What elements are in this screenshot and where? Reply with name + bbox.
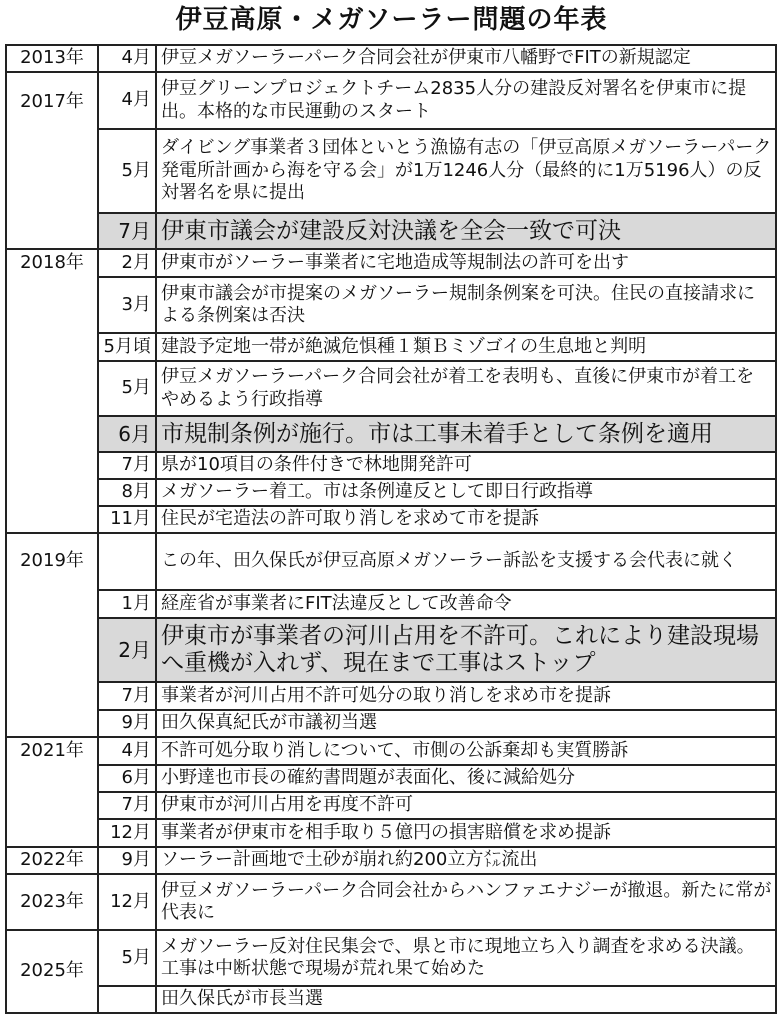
table-row (6, 682, 776, 710)
event-cell: 伊豆グリーンプロジェクトチーム2835人分の建設反対署名を伊東市に提出。本格的な市民運動のスタート (156, 72, 776, 129)
table-row (6, 333, 776, 361)
event-cell: 県が10項目の条件付きで林地開発許可 (156, 452, 776, 479)
table-row (6, 129, 776, 213)
table-row (6, 710, 776, 737)
event-cell: 田久保真紀氏が市議初当選 (156, 710, 776, 737)
year-cell: 2018年 (6, 249, 98, 533)
event-cell: 不許可処分取り消しについて、市側の公訴棄却も実質勝訴 (156, 737, 776, 765)
event-cell: 伊東市が河川占用を再度不許可 (156, 792, 776, 819)
table-row (6, 506, 776, 533)
table-row (6, 416, 776, 452)
month-cell: 4月 (98, 45, 156, 72)
month-cell: 12月 (98, 819, 156, 847)
year-cell: 2017年 (6, 72, 98, 249)
table-row (6, 452, 776, 479)
month-cell: 5月 (98, 361, 156, 416)
event-cell: 市規制条例が施行。市は工事未着手として条例を適用 (156, 416, 776, 452)
event-cell: 事業者が伊東市を相手取り５億円の損害賠償を求め提訴 (156, 819, 776, 847)
month-cell: 3月 (98, 277, 156, 333)
event-cell: 田久保氏が市長当選 (156, 986, 776, 1013)
month-cell: 2月 (98, 249, 156, 277)
month-cell: 1月 (98, 590, 156, 618)
table-row (6, 930, 776, 986)
event-cell: 伊豆メガソーラーパーク合同会社からハンファエナジーが撤退。新たに常が代表に (156, 874, 776, 930)
event-cell: 伊豆メガソーラーパーク合同会社が伊東市八幡野でFITの新規認定 (156, 45, 776, 72)
event-cell: 伊東市議会が市提案のメガソーラー規制条例案を可決。住民の直接請求による条例案は否決 (156, 277, 776, 333)
month-cell: 9月 (98, 710, 156, 737)
event-cell: 伊東市がソーラー事業者に宅地造成等規制法の許可を出す (156, 249, 776, 277)
month-cell: 12月 (98, 874, 156, 930)
event-cell: 住民が宅造法の許可取り消しを求めて市を提訴 (156, 506, 776, 533)
table-row (6, 874, 776, 930)
month-cell: 5月頃 (98, 333, 156, 361)
table-row (6, 986, 776, 1013)
page-title: 伊豆高原・メガソーラー問題の年表 (175, 5, 608, 35)
table-row (6, 213, 776, 249)
table-row (6, 590, 776, 618)
event-cell: メガソーラー着工。市は条例違反として即日行政指導 (156, 479, 776, 506)
event-cell: 伊豆メガソーラーパーク合同会社が着工を表明も、直後に伊東市が着工をやめるよう行政指導 (156, 361, 776, 416)
table-row (6, 765, 776, 792)
table-row (6, 479, 776, 506)
table-row (6, 847, 776, 874)
year-cell: 2025年 (6, 930, 98, 1013)
table-row (6, 533, 776, 590)
year-cell: 2021年 (6, 737, 98, 847)
event-cell: メガソーラー反対住民集会で、県と市に現地立ち入り調査を求める決議。工事は中断状態で現場が荒れ果て始めた (156, 930, 776, 986)
month-cell: 8月 (98, 479, 156, 506)
event-cell: ダイビング事業者３団体といとう漁協有志の「伊豆高原メガソーラーパーク発電所計画から海を守る会」が1万1246人分（最終的に1万5196人）の反対署名を県に提出 (156, 129, 776, 213)
table-row (6, 618, 776, 682)
table-row (6, 737, 776, 765)
event-cell: 建設予定地一帯が絶滅危惧種１類Ｂミゾゴイの生息地と判明 (156, 333, 776, 361)
year-cell: 2013年 (6, 45, 98, 72)
event-cell: 経産省が事業者にFIT法違反として改善命令 (156, 590, 776, 618)
event-cell: この年、田久保氏が伊豆高原メガソーラー訴訟を支援する会代表に就く (156, 533, 776, 590)
table-row (6, 277, 776, 333)
event-cell: ソーラー計画地で土砂が崩れ約200立方㍍流出 (156, 847, 776, 874)
month-cell (98, 533, 156, 590)
month-cell: 2月 (98, 618, 156, 682)
month-cell: 7月 (98, 792, 156, 819)
event-cell: 伊東市が事業者の河川占用を不許可。これにより建設現場へ重機が入れず、現在まで工事はストップ (156, 618, 776, 682)
timeline-table (5, 44, 777, 1014)
table-row (6, 361, 776, 416)
month-cell: 6月 (98, 765, 156, 792)
event-cell: 小野達也市長の確約書問題が表面化、後に減給処分 (156, 765, 776, 792)
month-cell: 6月 (98, 416, 156, 452)
table-row (6, 72, 776, 129)
event-cell: 伊東市議会が建設反対決議を全会一致で可決 (156, 213, 776, 249)
month-cell: 11月 (98, 506, 156, 533)
table-row (6, 819, 776, 847)
table-row (6, 45, 776, 72)
year-cell: 2019年 (6, 533, 98, 737)
month-cell: 7月 (98, 213, 156, 249)
table-row (6, 249, 776, 277)
month-cell: 5月 (98, 129, 156, 213)
month-cell: 4月 (98, 72, 156, 129)
month-cell: 5月 (98, 930, 156, 986)
month-cell: 7月 (98, 452, 156, 479)
table-row (6, 792, 776, 819)
month-cell: 4月 (98, 737, 156, 765)
month-cell: 9月 (98, 847, 156, 874)
event-cell: 事業者が河川占用不許可処分の取り消しを求め市を提訴 (156, 682, 776, 710)
month-cell (98, 986, 156, 1013)
year-cell: 2023年 (6, 874, 98, 930)
year-cell: 2022年 (6, 847, 98, 874)
month-cell: 7月 (98, 682, 156, 710)
